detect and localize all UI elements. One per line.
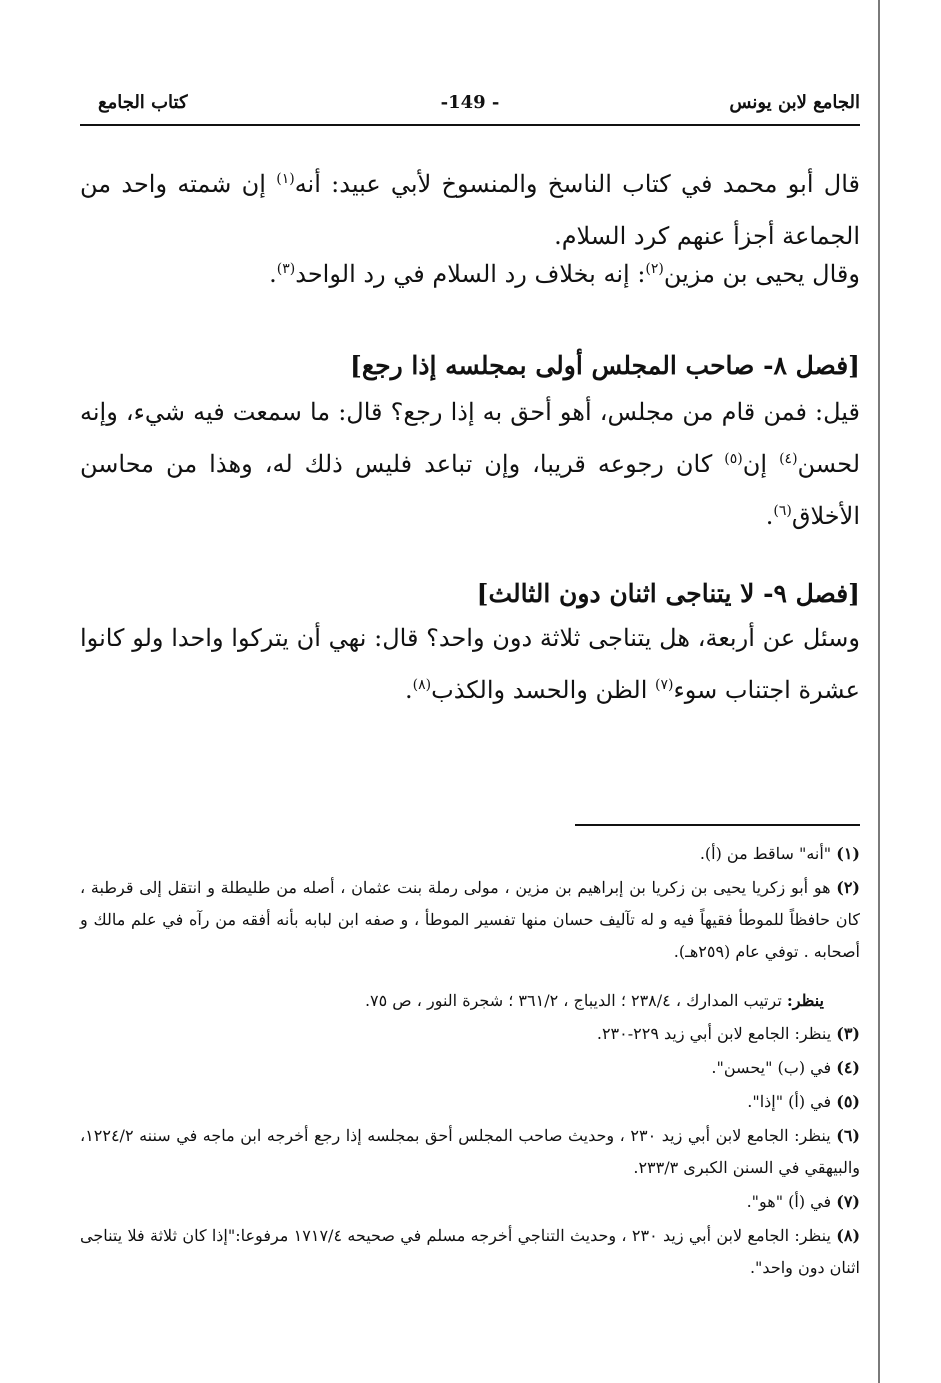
footnote-4-number: (٤) bbox=[836, 1058, 860, 1077]
footnote-6 bbox=[80, 1120, 860, 1184]
footnote-ref-4: (٤) bbox=[779, 451, 798, 467]
page-edge-line bbox=[878, 0, 880, 1383]
paragraph-4 bbox=[80, 612, 860, 716]
paragraph-4-text-c: . bbox=[405, 676, 413, 704]
paragraph-3-text-d: . bbox=[765, 502, 774, 530]
footnote-ref-3: (٣) bbox=[276, 261, 296, 277]
footnote-separator bbox=[575, 824, 860, 826]
footnote-8-number: (٨) bbox=[836, 1226, 861, 1245]
footnote-5 bbox=[80, 1086, 860, 1118]
footnote-1-text: "أنه" ساقط من (أ). bbox=[699, 844, 837, 863]
footnote-8 bbox=[80, 1220, 860, 1284]
footnote-6-number: (٦) bbox=[836, 1126, 860, 1145]
footnote-3 bbox=[80, 1018, 860, 1050]
paragraph-2-text-c: . bbox=[269, 260, 277, 288]
paragraph-4-text-a: وسئل عن أربعة، هل يتناجى ثلاثة دون واحد؟ قال: نهي أن يتركوا واحدا ولو كانوا عشرة اجتناب سوء bbox=[80, 624, 860, 704]
paragraph-1-text-b: إن شمته واحد من الجماعة أجزأ عنهم كرد السلام. bbox=[80, 170, 860, 250]
paragraph-2-text-b: : إنه بخلاف رد السلام في رد الواحد bbox=[295, 260, 646, 288]
document-page bbox=[80, 0, 860, 1383]
footnote-4 bbox=[80, 1052, 860, 1084]
paragraph-4-text-b: الظن والحسد والكذب bbox=[431, 676, 656, 704]
paragraph-3-text-a: قيل: فمن قام من مجلس، أهو أحق به إذا رجع؟ قال: ما سمعت فيه شيء، وإنه لحسن bbox=[80, 398, 861, 478]
footnote-5-number: (٥) bbox=[836, 1092, 860, 1111]
section-heading-8: [فصل ٨- صاحب المجلس أولى بمجلسه إذا رجع] bbox=[350, 351, 860, 380]
page-number: -149 - bbox=[440, 92, 500, 113]
footnote-2-text: هو أبو زكريا يحيى بن زكريا بن إبراهيم بن مزين ، مولى رملة بنت عثمان ، أصله من طليطلة و انتقل إلى قرطبة ، كان حافظاً للموطأ فقيهاً فيه و له تآليف حسان منها تفسير الموطأ ، و صفه ابن لبابه بأنه أفقه من رآه في علم مالك و أصحابه . توفي عام (٢٥٩هـ). bbox=[80, 878, 860, 961]
footnote-2-sources-label: ينظر: bbox=[786, 991, 824, 1010]
footnote-1-number: (١) bbox=[836, 844, 860, 863]
footnote-7-text: في (أ) "هو". bbox=[746, 1192, 837, 1211]
footnote-1 bbox=[80, 838, 860, 870]
running-header bbox=[80, 92, 860, 124]
paragraph-2 bbox=[80, 248, 860, 300]
footnote-ref-8: (٨) bbox=[412, 677, 432, 693]
footnote-2-number: (٢) bbox=[836, 878, 860, 897]
footnote-7-number: (٧) bbox=[836, 1192, 860, 1211]
footnote-3-text: ينظر: الجامع لابن أبي زيد ٢٢٩-٢٣٠. bbox=[596, 1024, 837, 1043]
footnote-ref-6: (٦) bbox=[773, 503, 792, 519]
footnote-4-text: في (ب) "يحسن". bbox=[711, 1058, 837, 1077]
footnote-7 bbox=[80, 1186, 860, 1218]
paragraph-2-text-a: وقال يحيى بن مزين bbox=[663, 260, 860, 288]
footnote-5-text: في (أ) "إذا". bbox=[747, 1092, 837, 1111]
footnote-8-text: ينظر: الجامع لابن أبي زيد ٢٣٠ ، وحديث التناجي أخرجه مسلم في صحيحه ١٧١٧/٤ مرفوعا:"إذا كان ثلاثة فلا يتناجى اثنان دون واحد". bbox=[80, 1226, 860, 1277]
paragraph-1 bbox=[80, 158, 860, 262]
header-chapter-title: كتاب الجامع bbox=[98, 92, 188, 113]
footnote-ref-1: (١) bbox=[276, 171, 295, 187]
header-book-title: الجامع لابن يونس bbox=[729, 92, 860, 113]
footnote-ref-2: (٢) bbox=[645, 261, 664, 277]
paragraph-3-text-c: كان رجوعه قريبا، وإن تباعد فليس ذلك له، وهذا من محاسن الأخلاق bbox=[80, 450, 860, 530]
section-heading-9: [فصل ٩- لا يتناجى اثنان دون الثالث] bbox=[476, 579, 860, 608]
footnote-2 bbox=[80, 872, 860, 968]
footnote-6-text: ينظر: الجامع لابن أبي زيد ٢٣٠ ، وحديث صاحب المجلس أحق بمجلسه إذا رجع أخرجه ابن ماجه في سننه ١٢٢٤/٢، والبيهقي في السنن الكبرى ٢٣٣/٣. bbox=[80, 1126, 860, 1177]
header-rule bbox=[80, 124, 860, 126]
paragraph-1-text-a: قال أبو محمد في كتاب الناسخ والمنسوخ لأبي عبيد: أنه bbox=[294, 170, 861, 198]
footnote-ref-7: (٧) bbox=[655, 677, 674, 693]
paragraph-3-text-b: إن bbox=[742, 450, 780, 478]
footnote-2-sources bbox=[80, 986, 860, 1016]
paragraph-3 bbox=[80, 386, 860, 542]
footnote-2-sources-text: ترتيب المدارك ، ٢٣٨/٤ ؛ الديباج ، ٣٦١/٢ ؛ شجرة النور ، ص ٧٥. bbox=[364, 991, 787, 1010]
footnote-ref-5: (٥) bbox=[724, 451, 743, 467]
footnote-3-number: (٣) bbox=[836, 1024, 860, 1043]
